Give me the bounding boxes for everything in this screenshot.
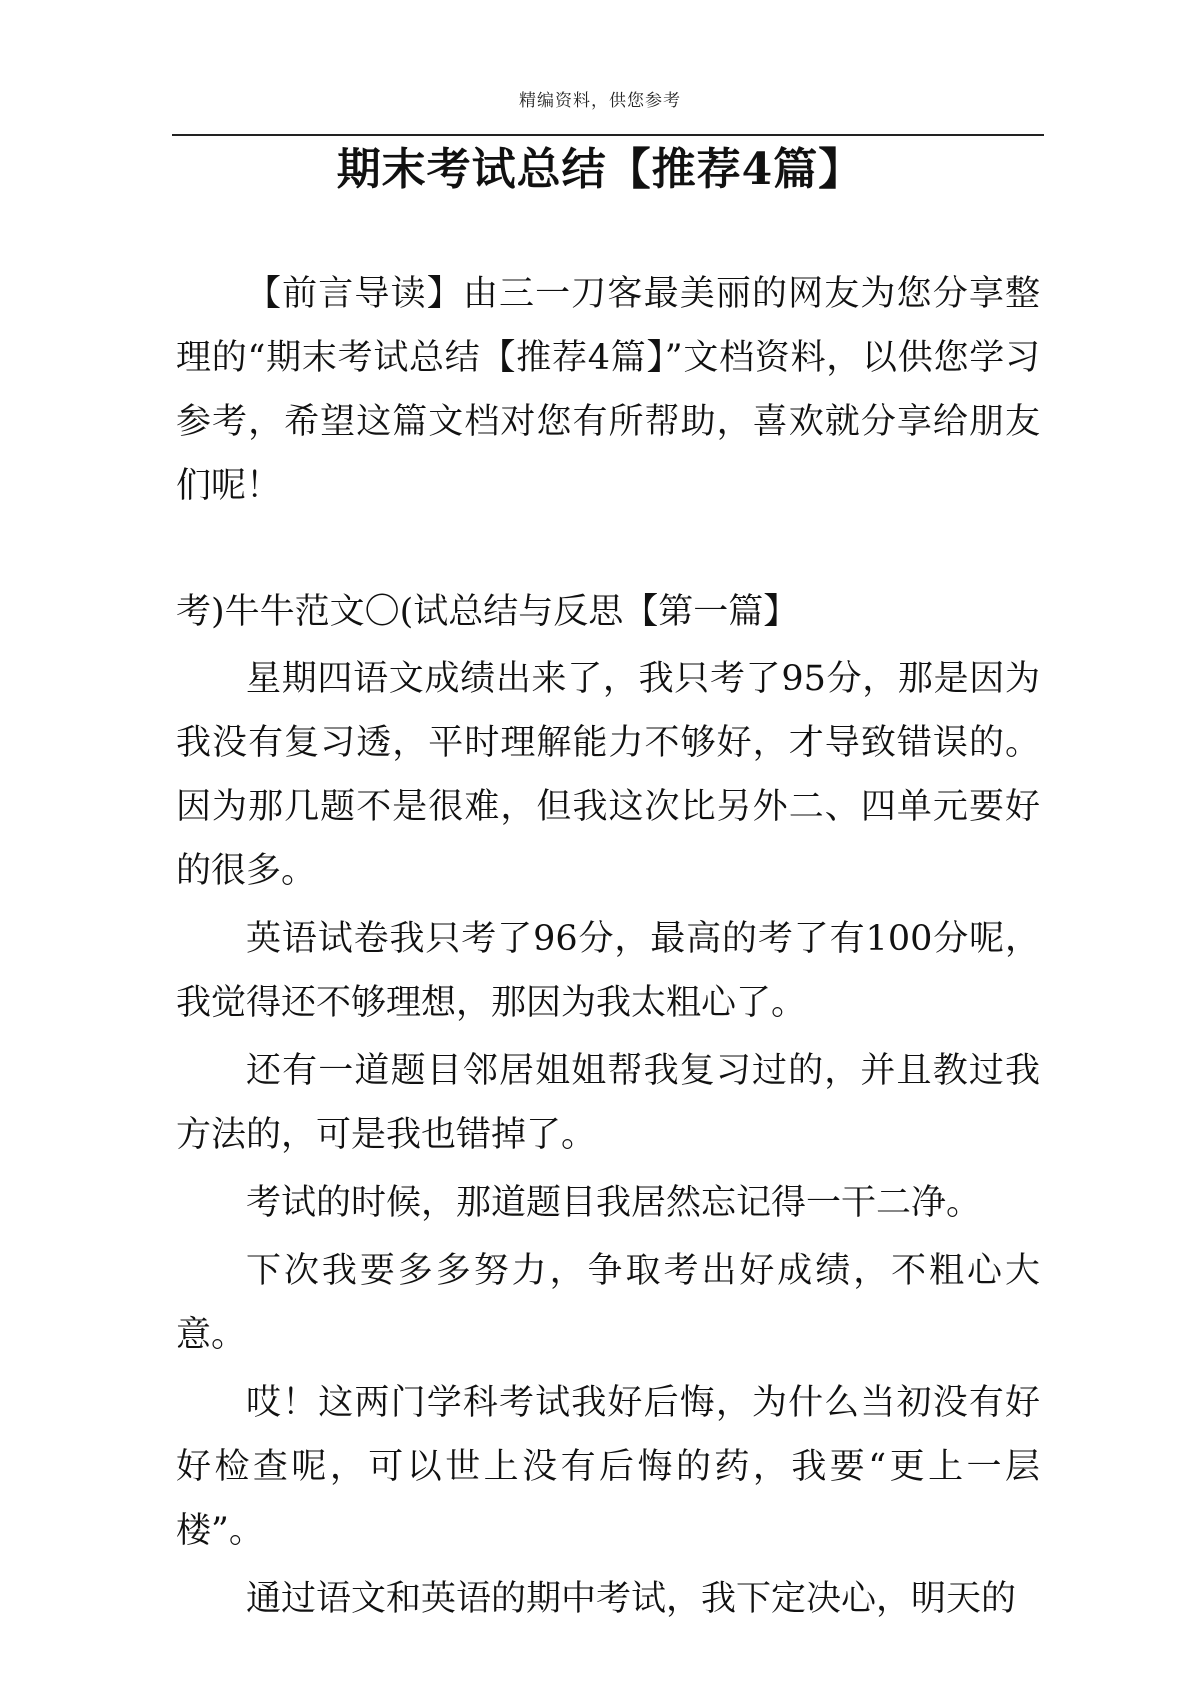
body-paragraph: 通过语文和英语的期中考试，我下定决心，明天的 bbox=[246, 1579, 1017, 1619]
body-paragraph: 星期四语文成绩出来了，我只考了95分，那是因为我没有复习透，平时理解能力不够好，才导致错误的。因为那几题不是很难，但我这次比另外二、四单元要好的很多。 bbox=[176, 659, 1040, 891]
body-paragraph: 还有一道题目邻居姐姐帮我复习过的，并且教过我方法的，可是我也错掉了。 bbox=[176, 1051, 1040, 1155]
section-first bbox=[176, 580, 1040, 1635]
header-divider bbox=[172, 134, 1044, 136]
intro-paragraph: 【前言导读】由三一刀客最美丽的网友为您分享整理的“期末考试总结【推荐4篇】”文档资料，以供您学习参考，希望这篇文档对您有所帮助，喜欢就分享给朋友们呢！ bbox=[176, 274, 1040, 506]
document-title: 期末考试总结【推荐4篇】 bbox=[336, 144, 864, 195]
body-paragraph: 哎！这两门学科考试我好后悔，为什么当初没有好好检查呢，可以世上没有后悔的药，我要“更上一层楼”。 bbox=[176, 1383, 1040, 1551]
section-paragraphs bbox=[176, 647, 1040, 1631]
section-heading: 考)牛牛范文〇(试总结与反思【第一篇】 bbox=[176, 592, 799, 632]
body-paragraph: 下次我要多多努力，争取考出好成绩，不粗心大意。 bbox=[176, 1251, 1040, 1355]
body-paragraph: 考试的时候，那道题目我居然忘记得一干二净。 bbox=[246, 1183, 982, 1223]
page-header-note: 精编资料，供您参考 bbox=[519, 91, 681, 111]
intro-block bbox=[176, 262, 1040, 518]
body-paragraph: 英语试卷我只考了96分，最高的考了有100分呢，我觉得还不够理想，那因为我太粗心了。 bbox=[176, 919, 1040, 1023]
